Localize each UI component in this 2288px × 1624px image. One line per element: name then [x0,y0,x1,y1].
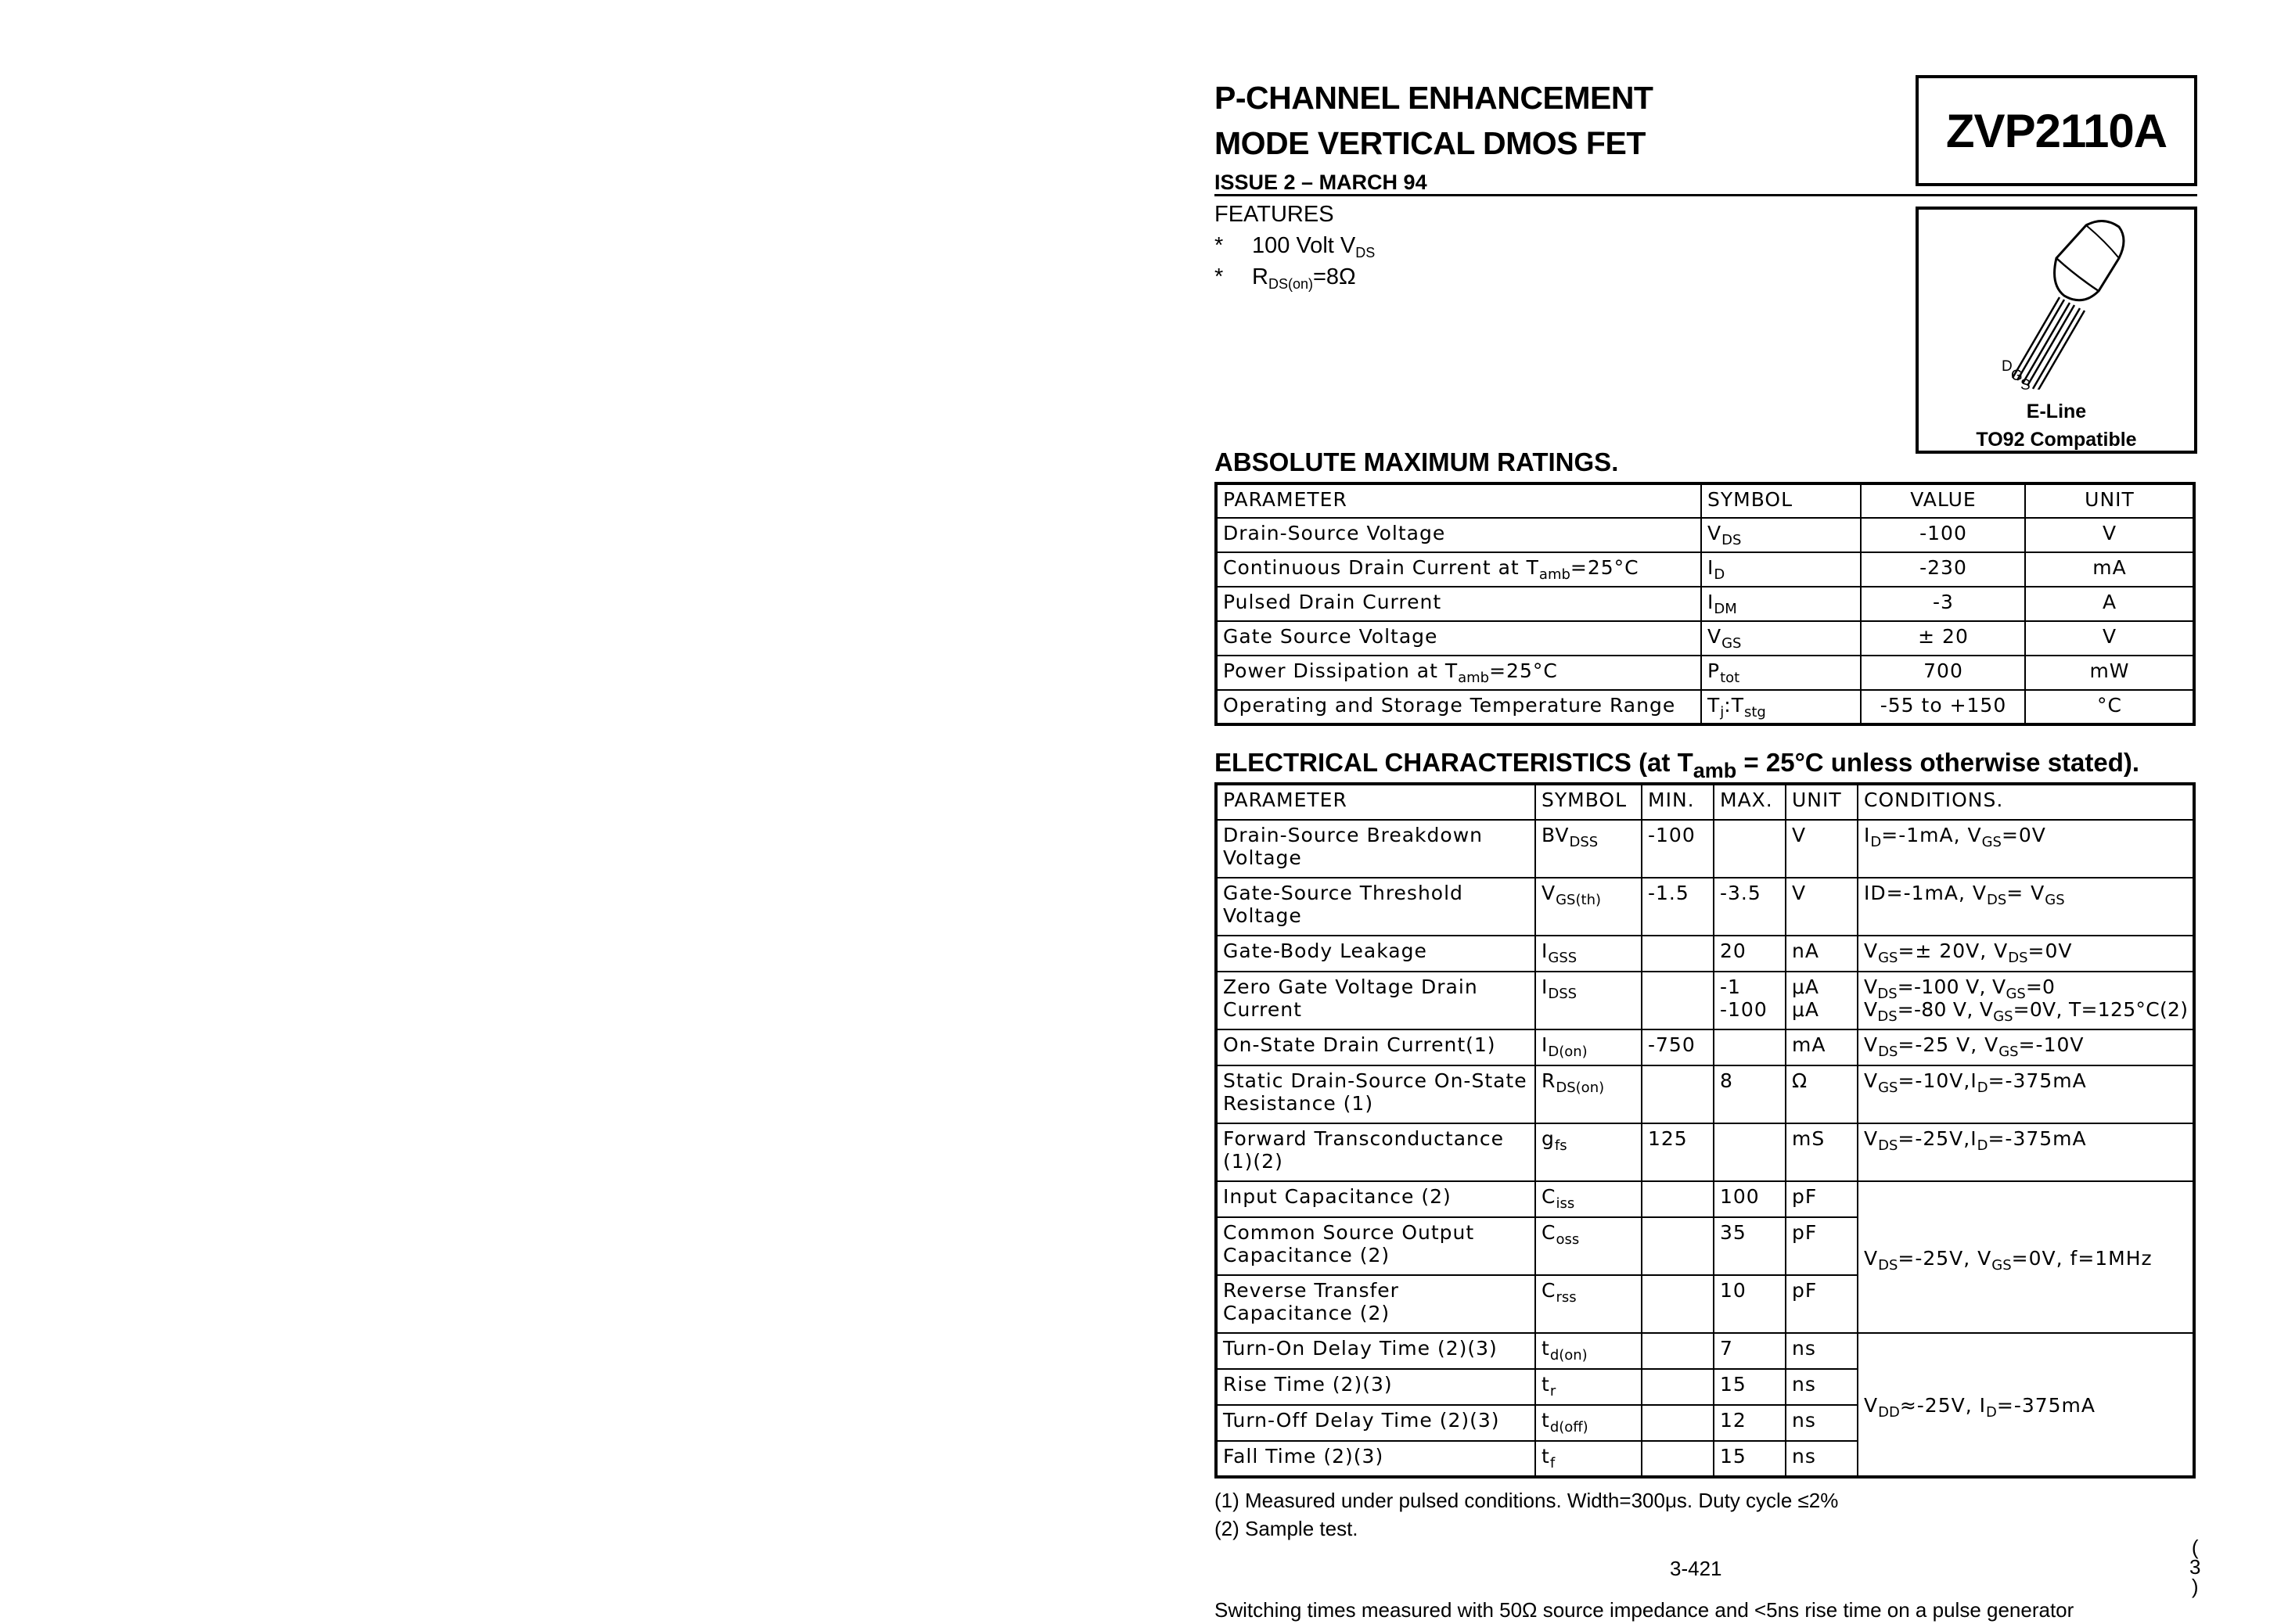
feature-item: * $R_{DS(on)}=8\Omega$ [1214,264,1356,292]
to92-package-icon [1919,210,2194,390]
pin-s-label: S [2020,377,2031,390]
table-row: Drain-Source Voltage $V_{DS}$ -100 V [1216,518,2194,552]
table-row: Fall Time (2)(3) $t_f$ 15 ns [1216,1441,2194,1477]
table-row: Turn-Off Delay Time (2)(3) $t_{d(off)}$ 12 ns [1216,1405,2194,1441]
package-compat: TO92 Compatible [1976,429,2137,451]
abs-max-heading: ABSOLUTE MAXIMUM RATINGS. [1214,447,1619,476]
header-cell: SYMBOL [1701,483,1861,518]
table-row: Drain-Source Breakdown Voltage $BV_{DSS}$ -100 V $I_D=-1mA$, $V_{GS}=0V$ [1216,820,2194,878]
elec-table [1214,782,2196,1478]
table-row: Pulsed Drain Current $I_{DM}$ -3 A [1216,587,2194,621]
table-row: Common Source Output Capacitance (2) $C_{oss}$ 35 pF [1216,1217,2194,1275]
pin-d-label: D [2002,358,2013,375]
section-marker: ( 3 ) [2189,1536,2201,1598]
table-row: Operating and Storage Temperature Range $T_j:T_{stg}$ -55 to +150 °C [1216,690,2194,724]
table-row: Continuous Drain Current at $T_{amb}=25^\circ C$ $I_D$ -230 mA [1216,552,2194,587]
package-name: E-Line [2026,401,2087,422]
table-row: Power Dissipation at $T_{amb}=25^\circ C$ $P_{tot}$ 700 mW [1216,656,2194,690]
footnote-2: (2) Sample test. [1214,1517,1358,1540]
header-cell: VALUE [1861,483,2025,518]
header-cell: PARAMETER [1216,483,1701,518]
header-rule [1214,194,2197,196]
table-header-row [1216,483,2194,518]
features-heading: FEATURES [1214,202,1334,227]
table-row: Zero Gate Voltage Drain Current $I_{DSS}$ -1 -100 μA μA $V_{DS}=-100$ V, $V_{GS}=0$ $V_{DS}=-80$ V, $V_{GS}=0V$, T=125°C(2) [1216,972,2194,1029]
table-row: Input Capacitance (2) $C_{iss}$ 100 pF $V_{DS}=-25V$, $V_{GS}=0V$, f=1MHz [1216,1181,2194,1217]
features [1214,199,1375,293]
table-row: Reverse Transfer Capacitance (2) $C_{rss}$ 10 pF [1216,1275,2194,1333]
table-row: Turn-On Delay Time (2)(3) $t_{d(on)}$ 7 ns $V_{DD}\approx-25V$, $I_D=-375mA$ [1216,1333,2194,1369]
part-number: ZVP2110A [1945,104,2167,157]
table-row: Gate-Source Threshold Voltage $V_{GS(th)}$ -1.5 -3.5 V ID=-1mA, $V_{DS}= V_{GS}$ [1216,878,2194,936]
package-box [1916,207,2197,454]
table-row: Gate-Body Leakage $I_{GSS}$ 20 nA $V_{GS}=\pm 20V$, $V_{DS}=0V$ [1216,936,2194,972]
page-number: 3-421 [1670,1557,1722,1580]
elec-heading: ELECTRICAL CHARACTERISTICS (at $T_{amb} = 25^\circ C$ unless otherwise stated). [1214,748,2140,782]
table-header-row: PARAMETER SYMBOL MIN. MAX. UNIT CONDITIONS. [1216,784,2194,820]
table-row: Forward Transconductance (1)(2) $g_{fs}$ 125 mS $V_{DS}=-25V,I_D=-375mA$ [1216,1123,2194,1181]
table-row: Gate Source Voltage $V_{GS}$ ± 20 V [1216,621,2194,656]
issue-date: ISSUE 2 – MARCH 94 [1214,171,1427,194]
table-row: Static Drain-Source On-State Resistance (1) $R_{DS(on)}$ 8 Ω $V_{GS}=-10V,I_D=-375mA$ [1216,1065,2194,1123]
part-number-box [1916,75,2197,186]
switching-note: Switching times measured with 50Ω source impedance and <5ns rise time on a pulse generator [1214,1598,2074,1622]
feature-item: * 100 Volt $V_{DS}$ [1214,233,1376,260]
title-line-1: P-CHANNEL ENHANCEMENT [1214,80,1653,116]
footnote-1: (1) Measured under pulsed conditions. Width=300μs. Duty cycle ≤2% [1214,1489,1839,1512]
table-row: On-State Drain Current(1) $I_{D(on)}$ -750 mA $V_{DS}=-25$ V, $V_{GS}=-10V$ [1216,1029,2194,1065]
header-cell: UNIT [2025,483,2194,518]
title-line-2: MODE VERTICAL DMOS FET [1214,125,1646,161]
abs-max-table [1214,482,2196,726]
pin-g-label: G [2011,368,2023,384]
table-row: Rise Time (2)(3) $t_r$ 15 ns [1216,1369,2194,1405]
